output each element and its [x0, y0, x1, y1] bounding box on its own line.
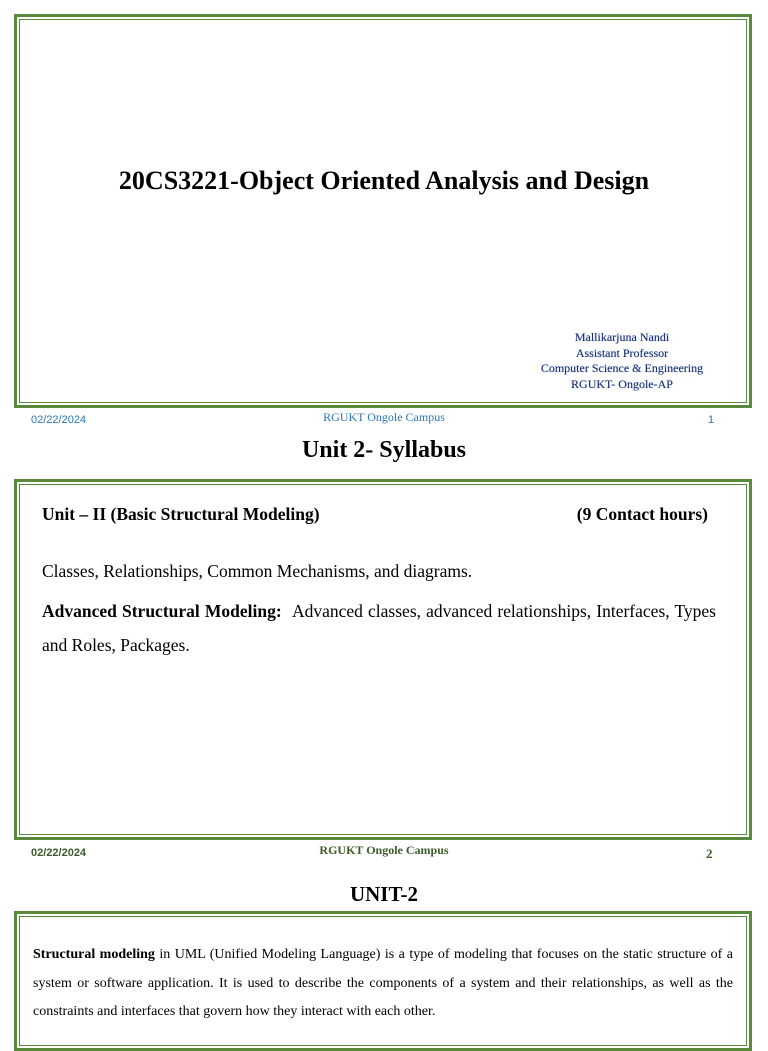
structural-modeling-paragraph: [33, 941, 733, 1027]
topics-line: Classes, Relationships, Common Mechanisms, and diagrams.: [42, 561, 473, 581]
author-institution: RGUKT- Ongole-AP: [571, 376, 673, 391]
slide-2-page-number: 2: [706, 846, 713, 861]
author-department: Computer Science & Engineering: [540, 361, 704, 375]
structural-modeling-term: Structural modeling: [33, 947, 155, 962]
advanced-topics-paragraph: [42, 594, 716, 662]
slide-2-footer-date: 02/22/2024: [31, 847, 87, 859]
author-designation: Assistant Professor: [575, 345, 669, 360]
advanced-topics: Advanced classes, advanced relationships, Interfaces, Types and Roles, Packages.: [42, 601, 716, 655]
unit-2-heading: UNIT-2: [349, 882, 419, 906]
slide-1-page-number: 1: [708, 414, 715, 426]
author-block: [512, 330, 732, 392]
syllabus-heading: Unit 2- Syllabus: [301, 437, 467, 463]
course-title: 20CS3221-Object Oriented Analysis and Design: [118, 166, 650, 195]
contact-hours: (9 Contact hours): [576, 504, 708, 524]
structural-modeling-definition: in UML (Unified Modeling Language) is a type of modeling that focuses on the static structure of a system or software application. It is used to describe the components of a system and their relationships, as well as the constraints and interfaces that govern how they interact with each other.: [33, 947, 734, 1019]
slide-2-footer-campus: RGUKT Ongole Campus: [319, 843, 449, 857]
unit-label: Unit – II (Basic Structural Modeling): [42, 504, 320, 524]
slide-1-footer-date: 02/22/2024: [31, 414, 87, 426]
advanced-label: Advanced Structural Modeling:: [42, 601, 282, 621]
author-name: Mallikarjuna Nandi: [574, 330, 670, 344]
slide-1-footer-campus: RGUKT Ongole Campus: [323, 410, 445, 424]
